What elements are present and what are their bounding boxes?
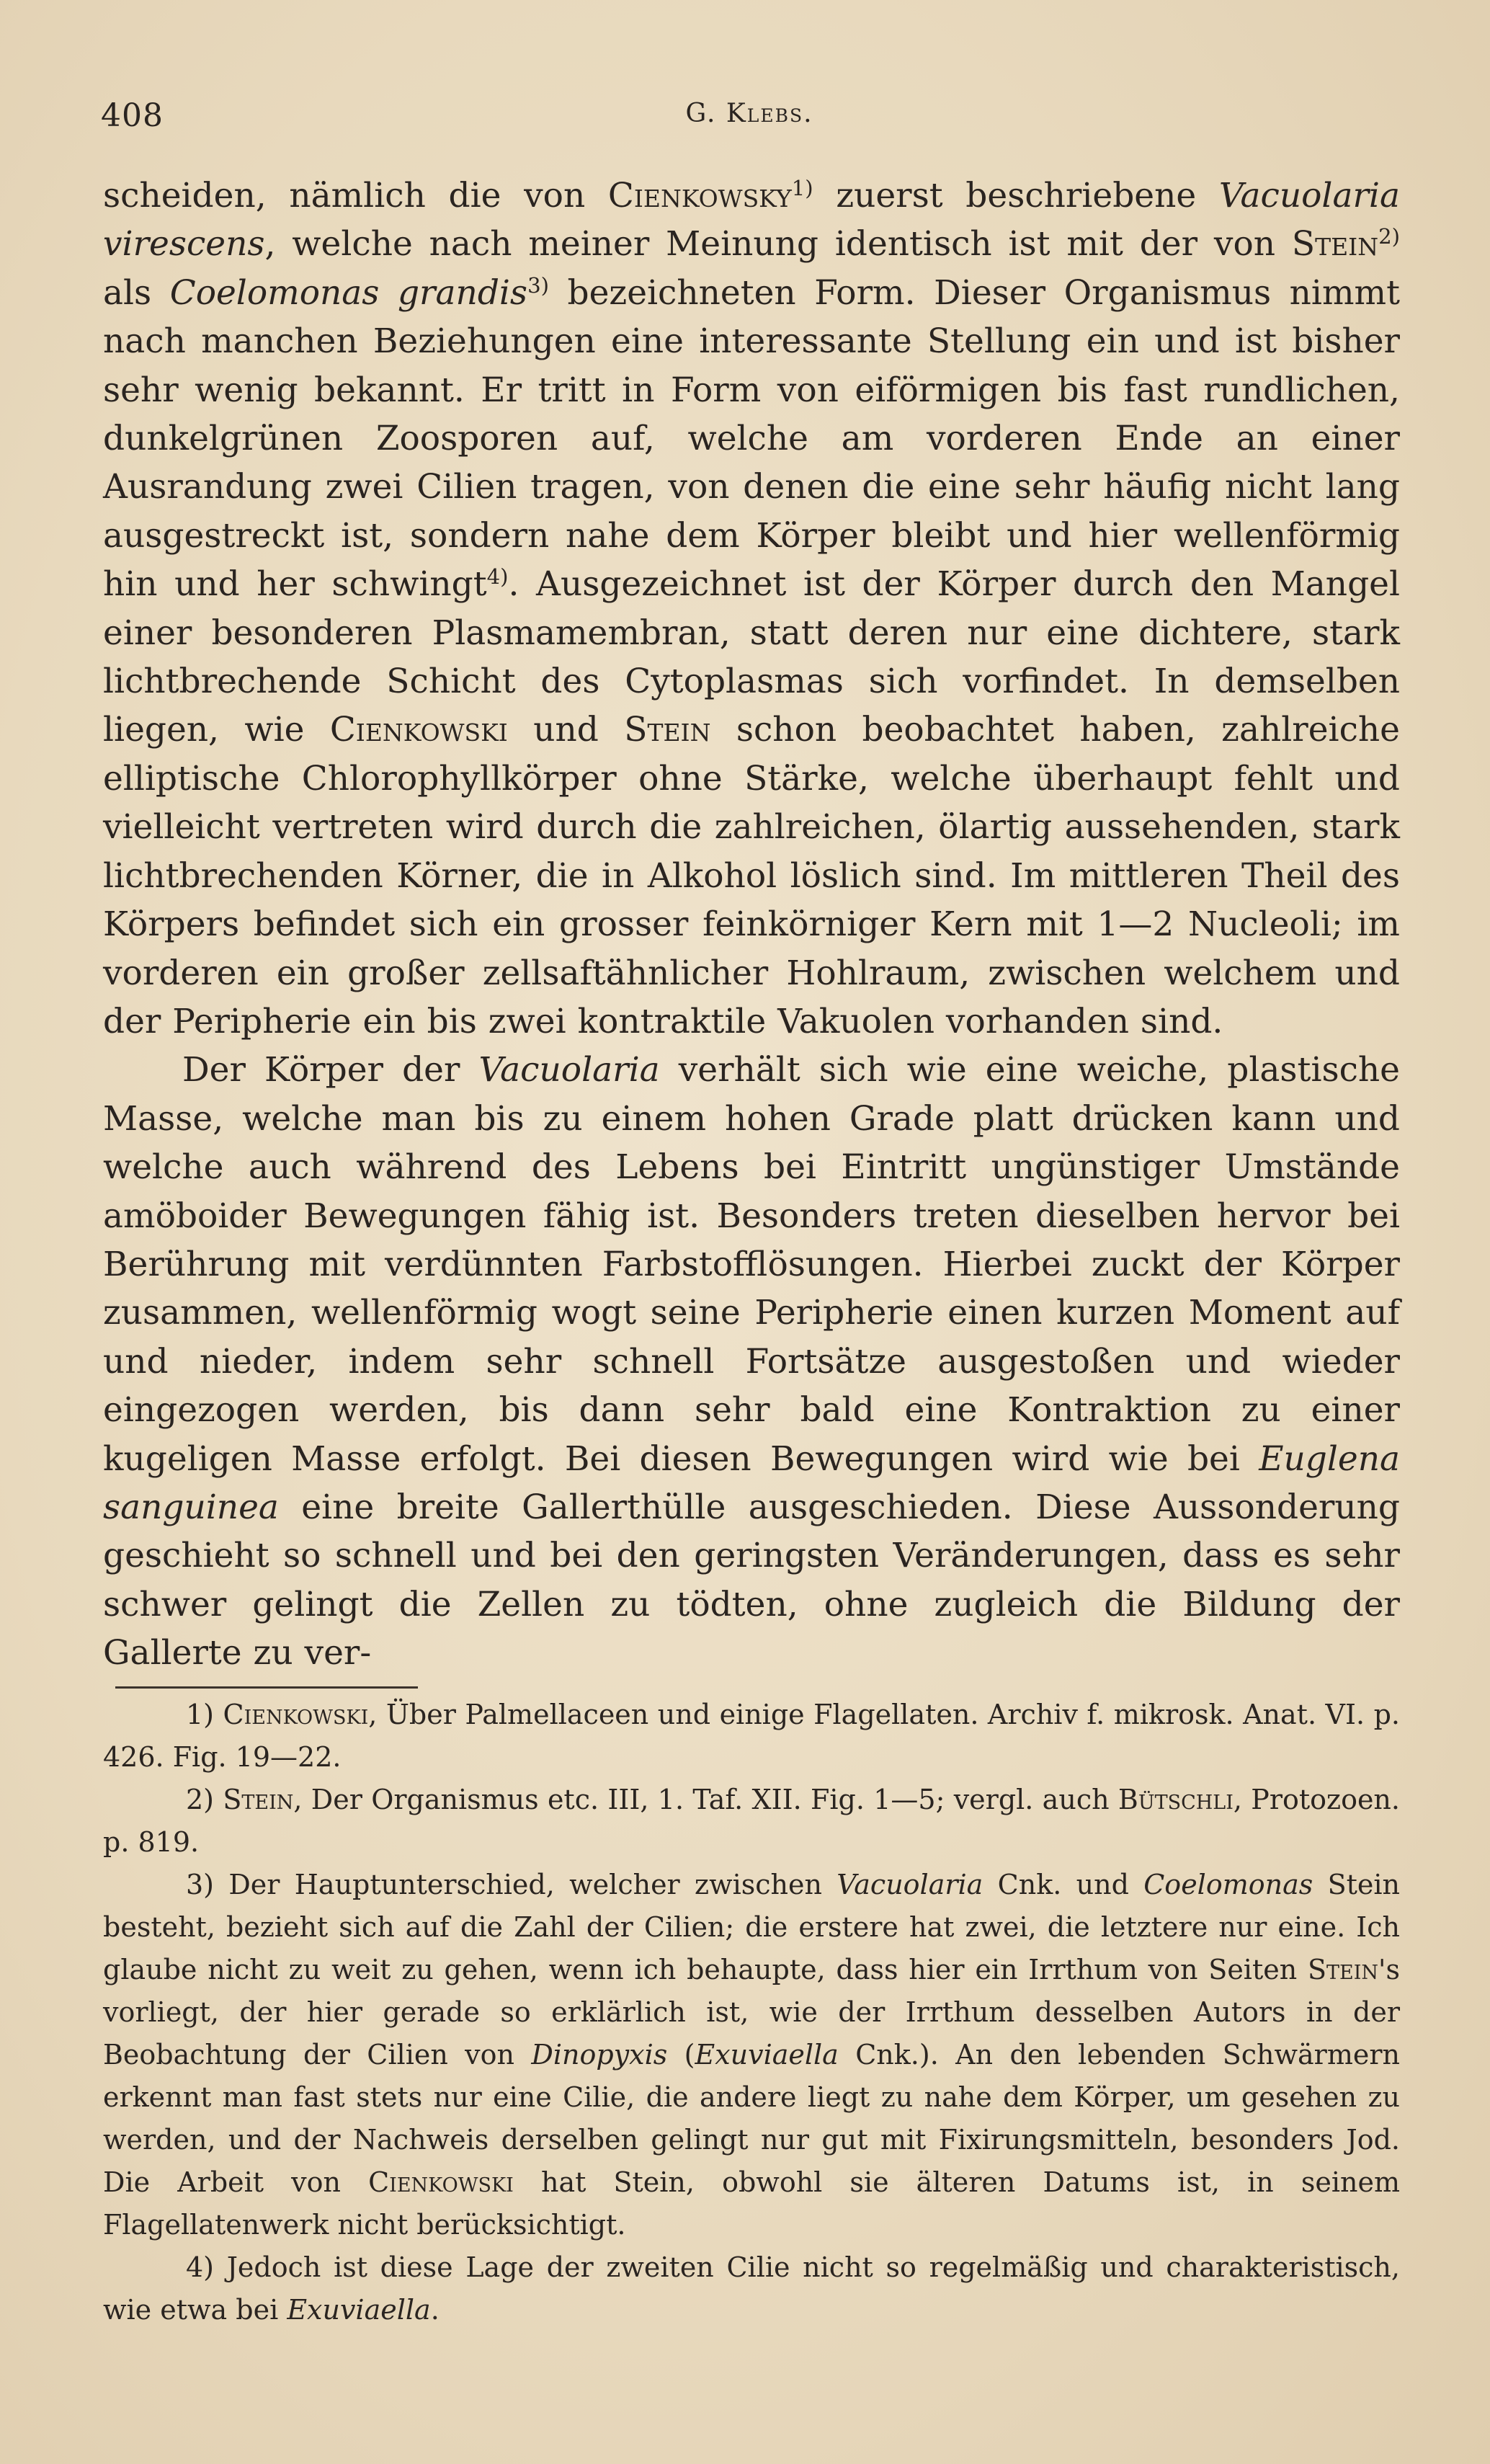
text-run: verhält sich wie eine weiche, plastische Masse, welche man bis zu einem hohen Grade platt drücken kann und welche auch während des Lebens bei Eintritt ungünstiger Umstände amöboider Bewegungen fähig ist. Besonders treten dieselben hervor bei Berührung mit verdünnten Farbstofflösungen. Hierbei zuckt der Körper zusammen, wellenförmig wogt seine Peripherie einen kurzen Moment auf und nieder, indem sehr schnell Fortsätze ausgestoßen und wieder eingezogen werden, bis dann sehr bald eine Kontraktion zu einer kugeligen Masse erfolgt. Bei diesen Bewegungen wird wie bei [103,1050,1400,1479]
author-name: Stein [1308,1954,1379,1985]
text-run: , Protozoen. p. 819. [103,1784,1400,1858]
text-run: , Über Palmellaceen und einige Flagellaten. Archiv f. mikrosk. Anat. VI. p. 426. Fig. 19—22. [103,1699,1400,1773]
text-run: und [507,710,625,750]
taxon-name: Euglena sanguinea [103,1438,1400,1527]
footnote-ref: 4) [486,564,509,590]
text-run: 's vorliegt, der hier gerade so erklärlich ist, wie der Irrthum desselben Autors in der Beobachtung der Cilien von [103,1954,1400,2071]
text-run: . [430,2294,440,2326]
text-run: Der Hauptunterschied, welcher zwischen [228,1869,837,1900]
author-name: Cienkowski [223,1699,369,1730]
text-run: . Ausgezeichnet ist der Körper durch den Mangel einer besonderen Plasmamembran, statt deren nur eine dichtere, stark lichtbrechende Schicht des Cytoplasmas sich vorfindet. In demselben liegen, wie [103,564,1400,750]
taxon-name: Coelomonas grandis [169,272,528,313]
author-name: Cienkowsky [607,176,792,215]
text-run: scheiden, nämlich die von [103,176,608,215]
text-run: hat Stein, obwohl sie älteren Datums ist, in seinem Flagellatenwerk nicht berücksichtigt. [103,2166,1400,2241]
running-head [101,99,1398,128]
author-name: Stein [223,1784,294,1815]
author-name: G. Klebs. [685,99,813,128]
footnotes [103,1694,1400,2331]
taxon-name: Exuviaella [695,2039,839,2071]
text-run: Jedoch ist diese Lage der zweiten Cilie nicht so regelmäßig und charakteristisch, wie etwa bei [103,2251,1400,2326]
footnote-divider [115,1686,418,1689]
author-name: Bütschli [1118,1784,1234,1815]
author-name: Stein [624,710,711,750]
page-number: 408 [101,97,164,134]
text-run: , welche nach meiner Meinung identisch ist mit der von [264,224,1292,264]
taxon-name: Coelomonas [1143,1869,1313,1900]
text-run: Der Körper der [182,1050,479,1090]
author-name: Cienkowski [368,2166,514,2198]
footnote-ref: 1) [791,175,813,200]
taxon-name: Exuviaella [287,2294,431,2326]
text-run: ( [667,2039,695,2071]
text-run: bezeichneten Form. Dieser Organismus nimmt nach manchen Beziehungen eine interessante Stellung ein und ist bisher sehr wenig bekannt. Er tritt in Form von eiförmigen bis fast rundlichen, dunkelgrünen Zoosporen auf, welche am vorderen Ende an einer Ausrandung zwei Cilien tragen, von denen die eine sehr häufig nicht lang ausgestreckt ist, sondern nahe dem Körper bleibt und hier wellenförmig hin und her schwingt [103,272,1400,605]
footnote-4 [103,2246,1400,2331]
paragraph-1 [103,172,1400,1046]
text-run: schon beobachtet haben, zahlreiche elliptische Chlorophyllkörper ohne Stärke, welche überhaupt fehlt und vielleicht vertreten wird durch die zahlreichen, ölartig aussehenden, stark lichtbrechenden Körner, die in Alkohol löslich sind. Im mittleren Theil des Körpers befindet sich ein grosser feinkörniger Kern mit 1—2 Nucleoli; im vorderen ein großer zellsaftähnlicher Hohlraum, zwischen welchem und der Peripherie ein bis zwei kontraktile Vakuolen vorhanden sind. [103,710,1400,1041]
paragraph-2 [103,1046,1400,1677]
page-header [101,97,1398,141]
text-run: Stein besteht, bezieht sich auf die Zahl der Cilien; die erstere hat zwei, die letztere nur eine. Ich glaube nicht zu weit zu gehen, wenn ich behaupte, dass hier ein Irrthum von Seiten [103,1869,1400,1985]
taxon-name: Vacuolaria virescens [103,176,1400,264]
footnote-3 [103,1864,1400,2246]
text-run: , Der Organismus etc. III, 1. Taf. XII. Fig. 1—5; vergl. auch [293,1784,1118,1815]
footnote-ref: 3) [527,272,549,298]
taxon-name: Dinopyxis [531,2039,668,2071]
text-run: eine breite Gallerthülle ausgeschieden. Diese Aussonderung geschieht so schnell und bei den geringsten Veränderungen, dass es sehr schwer gelingt die Zellen zu tödten, ohne zugleich die Bildung der Gallerte zu ver- [103,1487,1400,1673]
footnote-number: 3) [186,1869,215,1900]
text-run: zuerst beschriebene [813,176,1219,215]
taxon-name: Vacuolaria [478,1050,660,1090]
footnote-1 [103,1694,1400,1779]
footnote-number: 4) [186,2251,215,2283]
text-run: als [103,272,170,313]
footnote-ref: 2) [1378,224,1400,249]
main-text [103,172,1400,1678]
footnote-2 [103,1779,1400,1864]
text-run: Cnk.). An den lebenden Schwärmern erkennt man fast stets nur eine Cilie, die andere liegt zu nahe dem Körper, um gesehen zu werden, und der Nachweis derselben gelingt nur gut mit Fixirungsmitteln, besonders Jod. Die Arbeit von [103,2039,1401,2198]
author-name: Cienkowski [329,710,508,750]
taxon-name: Vacuolaria [837,1869,983,1900]
footnote-number: 2) [186,1784,215,1815]
footnote-number: 1) [186,1699,215,1730]
author-name: Stein [1291,224,1379,264]
text-run: Cnk. und [983,1869,1144,1900]
